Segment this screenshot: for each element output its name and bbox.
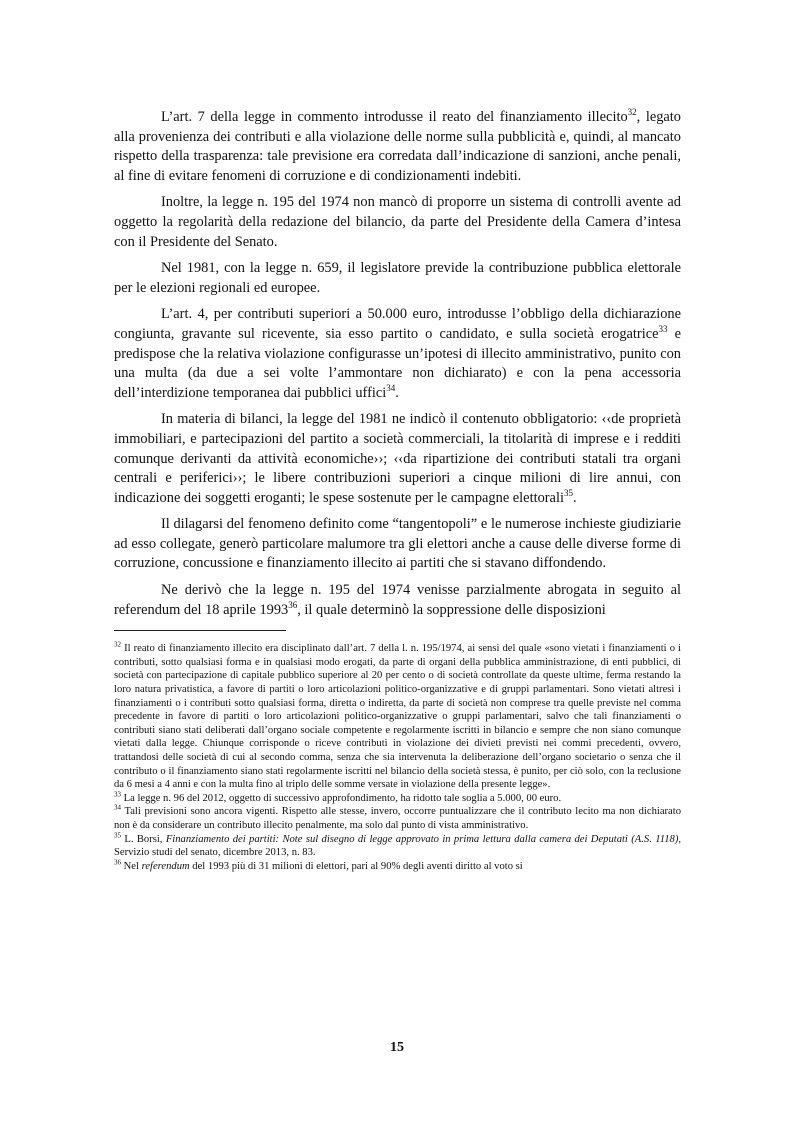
paragraph xyxy=(114,515,681,574)
italic-text: Finanziamento dei partiti: Note sul disegno di legge approvato in prima lettura dalla camera dei Deputati (A.S. 1118), xyxy=(165,833,681,845)
text-run: Il reato di finanziamento illecito era disciplinato dall’art. 7 della l. n. 195/1974, ai sensi del quale «sono vietati i finanziamenti o i contributi, sotto qualsiasi forma e in qualsiasi modo erogati, da parte di organi della pubblica amministrazione, di enti pubblici, di società con partecipazione di capitale pubblico superiore al 20 per cento o di società controllate da queste ultime, ferma restando la loro natura privatistica, a favore di partiti o loro articolazioni politico-organizzative e di gruppi parlamentari. Sono vietati altresì i finanziamenti o i contributi sotto qualsiasi forma, diretta o indiretta, da parte di società non comprese tra quelle previste nel comma precedente in favore di partiti o loro articolazioni politico-organizzative o gruppi parlamentari, salvo che tali finanziamenti o contributi siano stati deliberati dall’organo sociale competente e regolarmente iscritti in bilancio e sempre che non siano comunque vietati dalla legge. Chiunque corrisponde o riceve contributi in violazione dei divieti previsti nei commi precedenti, ovvero, trattandosi delle società di cui al secondo comma, senza che sia intervenuta la deliberazione dell’organo societario o senza che il contributo o il finanziamento siano stati regolarmente iscritti nel bilancio della società stessa, è punito, per ciò solo, con la reclusione da 6 mesi a 4 anni e con la multa fino al triplo delle somme versate in violazione della presente legge». xyxy=(114,643,681,791)
footnote-ref: 36 xyxy=(114,858,121,867)
text-run: , legato alla provenienza dei contributi e alla violazione delle norme sulla pubblicità e, quindi, al mancato rispetto della trasparenza: tale previsione era corredata dall’indicazione di sanzioni, anche penali, al fine di evitare fenomeni di corruzione e di condizionamenti indebiti. xyxy=(114,109,681,184)
text-run: Il dilagarsi del fenomeno definito come “tangentopoli” e le numerose inchieste giudiziarie ad esso collegate, generò particolare malumore tra gli elettori anche a cause delle diverse forme di corruzione, concussione e finanziamento illecito ai partiti che si stavano diffondendo. xyxy=(114,516,681,572)
text-run: Ne derivò che la legge n. 195 del 1974 venisse parzialmente abrogata in seguito al referendum del 18 aprile 1993 xyxy=(114,582,681,618)
footnote xyxy=(114,805,681,832)
text-run: Nel xyxy=(121,860,142,872)
footnote-ref: 32 xyxy=(627,107,637,118)
footnote xyxy=(114,792,681,806)
footnote-separator xyxy=(114,630,286,631)
paragraph xyxy=(114,581,681,620)
text-run: Nel 1981, con la legge n. 659, il legislatore previde la contribuzione pubblica elettorale per le elezioni regionali ed europee. xyxy=(114,260,681,296)
footnote-ref: 32 xyxy=(114,640,121,649)
footnote xyxy=(114,860,681,874)
footnote-ref: 33 xyxy=(114,790,121,799)
footnote-ref: 34 xyxy=(114,803,121,812)
text-run: del 1993 più di 31 milioni di elettori, pari al 90% degli aventi diritto al voto si xyxy=(189,860,523,872)
paragraph xyxy=(114,108,681,186)
text-run: e predispose che la relativa violazione configurasse un’ipotesi di illecito amministrativo, punito con una multa (da due a sei volte l’ammontare non dichiarato) e con la pena accessoria dell’interdizione temporanea dai pubblici uffici xyxy=(114,325,681,401)
footnotes xyxy=(114,642,681,873)
paragraph xyxy=(114,259,681,298)
text-run: Inoltre, la legge n. 195 del 1974 non mancò di proporre un sistema di controlli avente ad oggetto la regolarità della redazione del bilancio, da parte del Presidente della Camera d’intesa con il Presidente del Senato. xyxy=(114,194,681,250)
footnote-ref: 36 xyxy=(288,599,298,610)
paragraph xyxy=(114,193,681,252)
footnote xyxy=(114,642,681,792)
text-run: . xyxy=(572,489,577,506)
page-number: 15 xyxy=(390,1040,404,1055)
paragraph xyxy=(114,410,681,508)
text-run: L’art. 7 della legge in commento introdusse il reato del finanziamento illecito xyxy=(161,109,628,125)
text-run: Servizio studi del senato, dicembre 2013, n. 83. xyxy=(114,847,316,859)
text-run: In materia di bilanci, la legge del 1981 ne indicò il contenuto obbligatorio: ‹‹de proprietà immobiliari, e partecipazioni del partito a società commerciali, la titolarità di imprese e i redditi comunque derivanti da attività economiche››; ‹‹da ripartizione dei contributi statali tra organi centrali e periferici››; le libere contribuzioni superiori a cinque milioni di lire annui, con indicazione dei soggetti eroganti; le spese sostenute per le campagne elettorali xyxy=(114,411,681,506)
footnote xyxy=(114,833,681,860)
text-run: . xyxy=(395,384,399,401)
text-run: L’art. 4, per contributi superiori a 50.000 euro, introdusse l’obbligo della dichiarazione congiunta, gravante sul ricevente, sia esso partito o candidato, e sulla società erogatrice xyxy=(114,306,681,342)
footnote-ref: 34 xyxy=(386,382,396,393)
footnote-ref: 33 xyxy=(658,324,668,335)
text-run: Tali previsioni sono ancora vigenti. Rispetto alle stesse, invero, occorre puntualizzare che il contributo lecito ma non dichiarato non è da considerare un contributo illecito penalmente, ma solo dal punto di vista amministrativo. xyxy=(114,806,681,831)
text-run: , il quale determinò la soppressione delle disposizioni xyxy=(297,601,606,618)
text-run: La legge n. 96 del 2012, oggetto di successivo approfondimento, ha ridotto tale soglia a 5.000, 00 euro. xyxy=(121,792,562,804)
footnote-ref: 35 xyxy=(563,487,573,498)
footnote-ref: 35 xyxy=(114,831,121,840)
document-page xyxy=(114,108,681,873)
body-text xyxy=(114,108,681,620)
paragraph xyxy=(114,305,681,403)
text-run: L. Borsi, xyxy=(121,833,166,845)
italic-text: referendum xyxy=(141,860,190,872)
